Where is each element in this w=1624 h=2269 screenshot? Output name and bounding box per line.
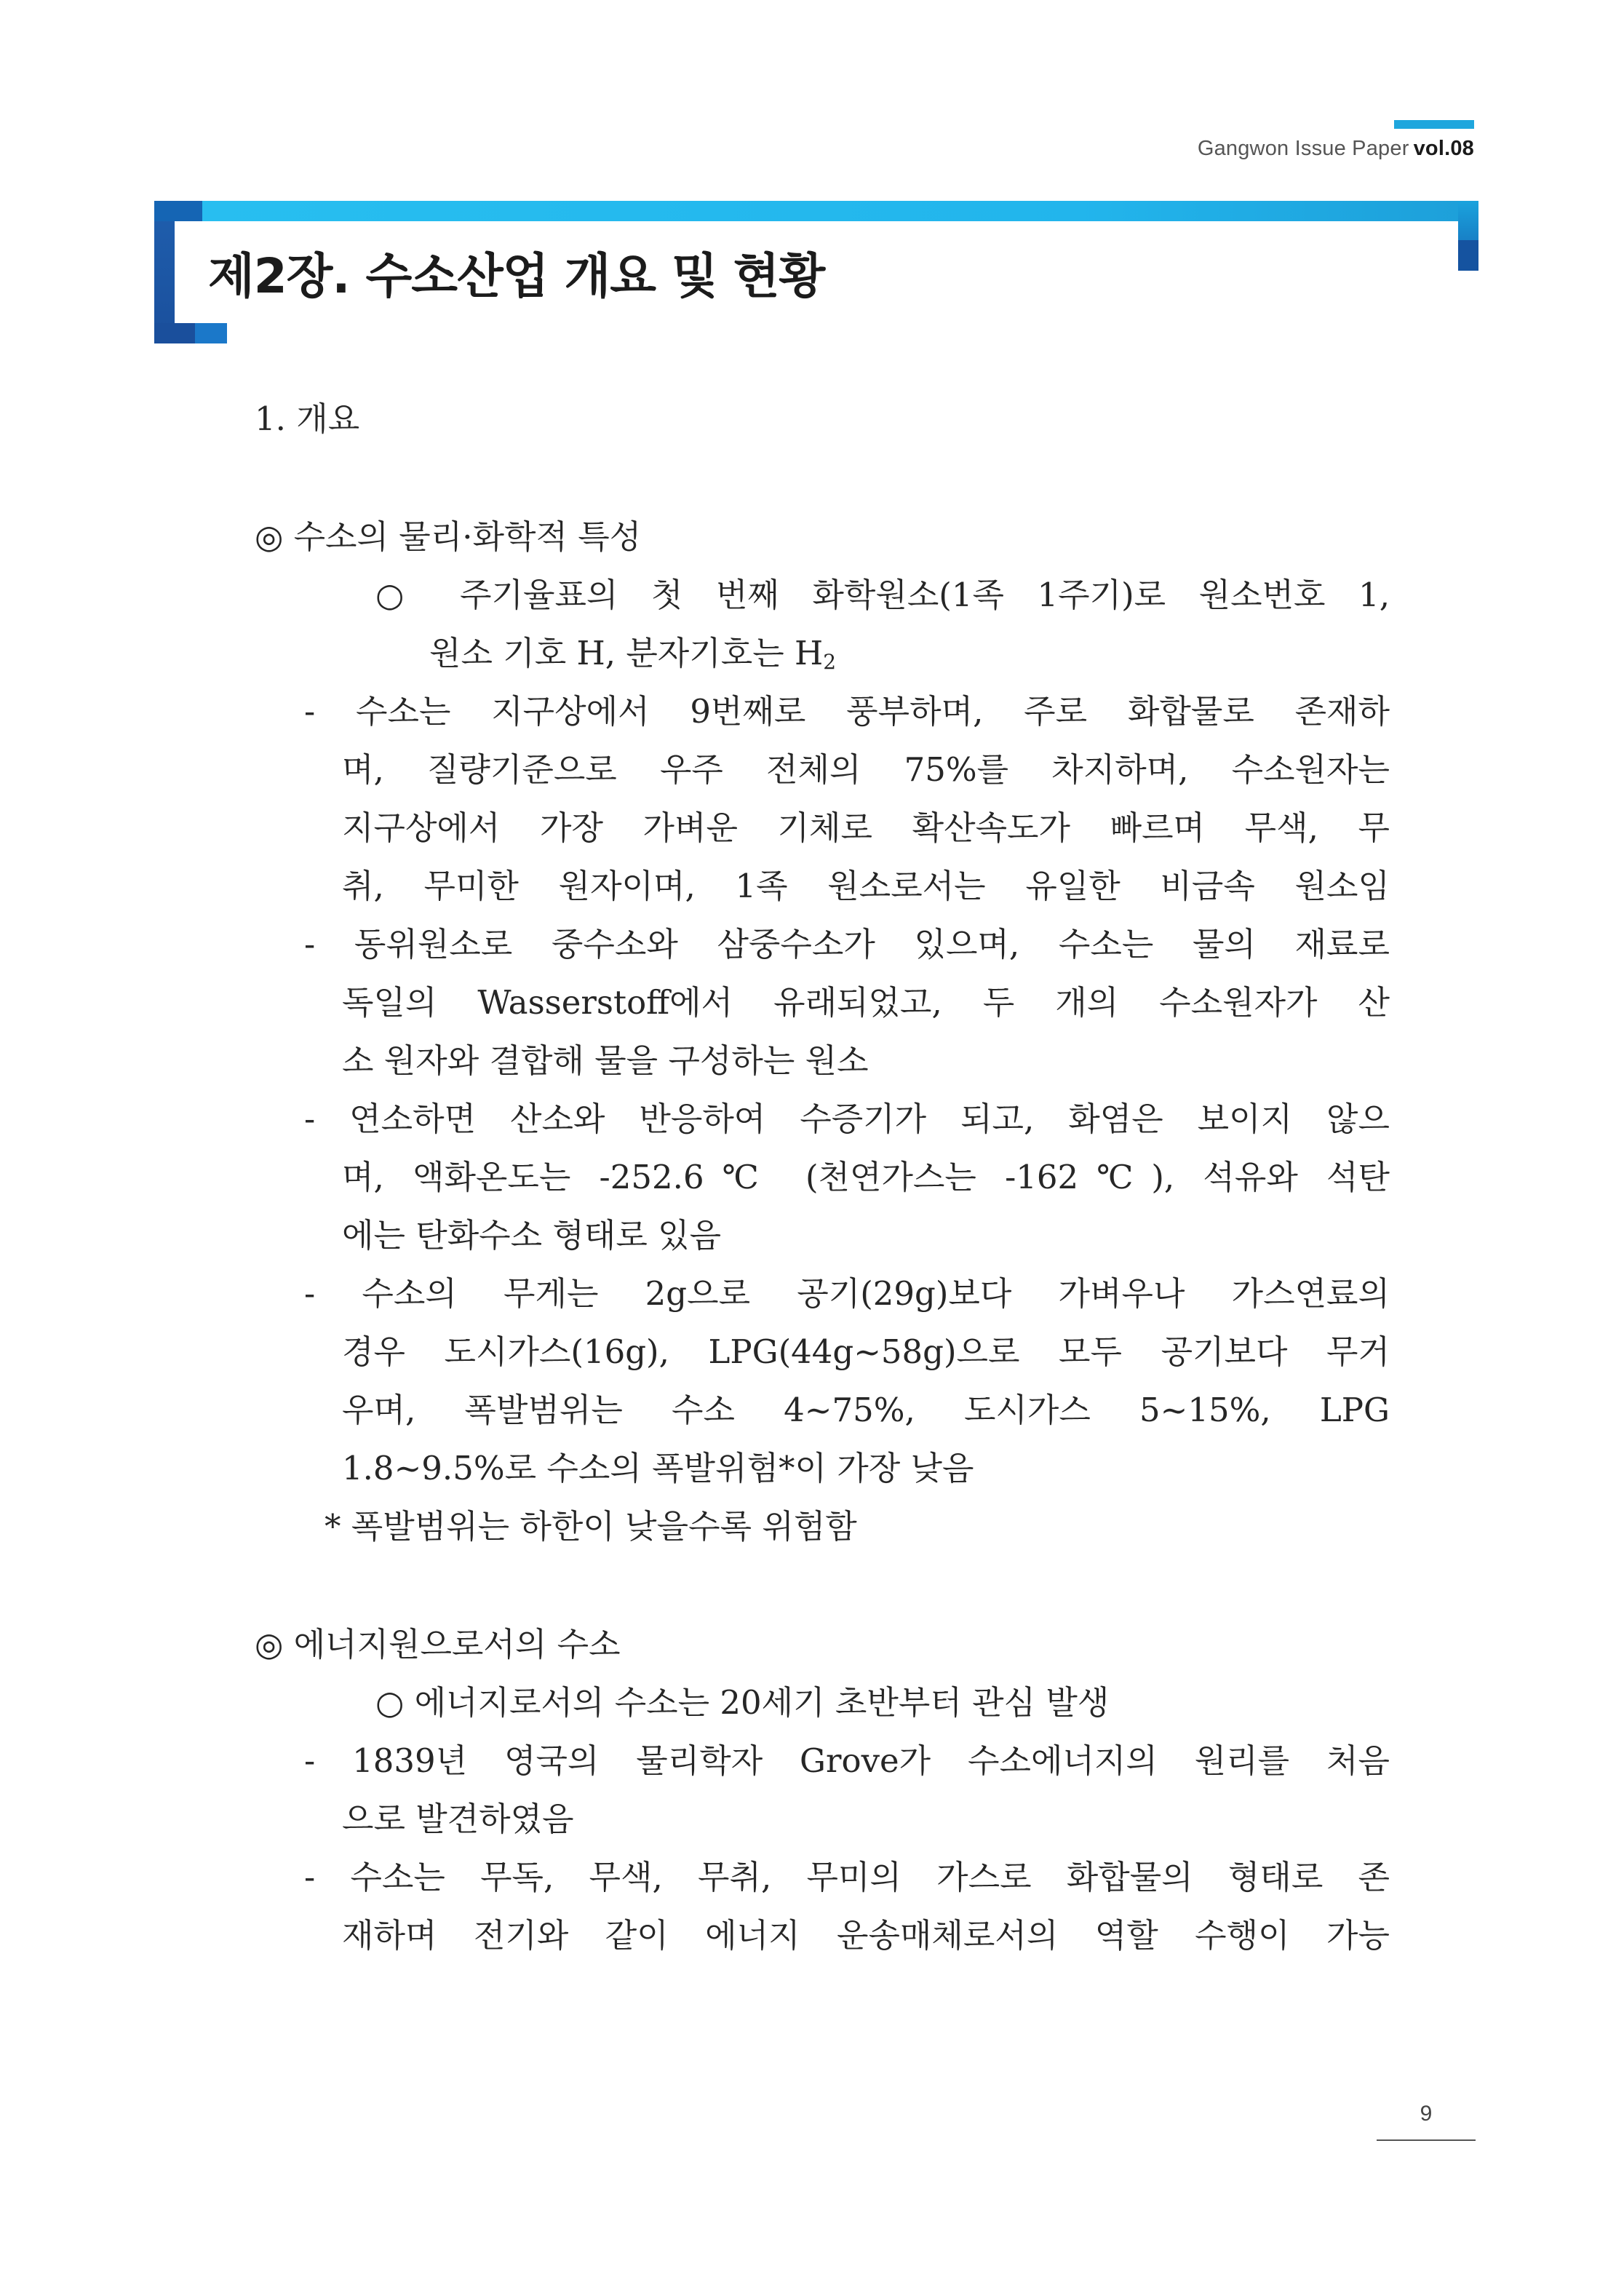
energy-point-1: ○ 에너지로서의 수소는 20세기 초반부터 관심 발생: [375, 1683, 1110, 1722]
subscript-2: 2: [823, 650, 837, 674]
heading-properties: ◎ 수소의 물리·화학적 특성: [255, 517, 642, 556]
footnote: * 폭발범위는 하한이 낮을수록 위험함: [325, 1507, 857, 1546]
chapter-frame-corner-bottom: [154, 323, 195, 343]
publication-title: Gangwon Issue Paper: [1197, 137, 1409, 160]
bullet-3-line-3: 에는 탄화수소 형태로 있음: [342, 1216, 722, 1255]
bullet-4-line-2: 경우 도시가스(16g), LPG(44g~58g)으로 모두 공기보다 무거: [342, 1332, 1390, 1371]
header-accent-bar: [1394, 120, 1474, 129]
bullet-4-line-1: - 수소의 무게는 2g으로 공기(29g)보다 가벼우나 가스연료의: [304, 1274, 1390, 1313]
chapter-frame-left: [154, 201, 175, 343]
bullet-6-line-1: - 수소는 무독, 무색, 무취, 무미의 가스로 화합물의 형태로 존: [304, 1858, 1390, 1896]
bullet-1-line-2: 며, 질량기준으로 우주 전체의 75%를 차지하며, 수소원자는: [342, 750, 1390, 789]
chapter-frame-corner-top: [154, 201, 202, 221]
bullet-4-line-4: 1.8~9.5%로 수소의 폭발위험*이 가장 낮음: [342, 1449, 974, 1487]
bullet-6-line-2: 재하며 전기와 같이 에너지 운송매체로서의 역할 수행이 가능: [342, 1916, 1390, 1955]
page-number: 9: [1420, 2102, 1433, 2126]
chapter-title: 제2장. 수소산업 개요 및 현황: [208, 248, 825, 304]
chapter-frame-top: [154, 201, 1478, 221]
bullet-5-line-1: - 1839년 영국의 물리학자 Grove가 수소에너지의 원리를 처음: [304, 1741, 1390, 1780]
bullet-2-line-1: - 동위원소로 중수소와 삼중수소가 있으며, 수소는 물의 재료로: [304, 925, 1390, 963]
bullet-1-line-3: 지구상에서 가장 가벼운 기체로 확산속도가 빠르며 무색, 무: [342, 808, 1390, 847]
page-number-rule: [1377, 2139, 1476, 2141]
bullet-4-line-3: 우며, 폭발범위는 수소 4~75%, 도시가스 5~15%, LPG: [342, 1391, 1390, 1429]
volume-label: vol.08: [1413, 137, 1474, 160]
bullet-5-line-2: 으로 발견하였음: [342, 1800, 574, 1838]
properties-point-1: ○ 주기율표의 첫 번째 화학원소(1족 1주기)로 원소번호 1,: [375, 576, 1390, 614]
bullet-3-line-2: 며, 액화온도는 -252.6℃ (천연가스는 -162℃), 석유와 석탄: [342, 1158, 1390, 1196]
properties-point-1-cont: 원소 기호 H, 분자기호는 $H_2$: [429, 634, 837, 674]
bullet-1-line-1: - 수소는 지구상에서 9번째로 풍부하며, 주로 화합물로 존재하: [304, 692, 1390, 731]
bullet-1-line-4: 취, 무미한 원자이며, 1족 원소로서는 유일한 비금속 원소임: [342, 867, 1390, 905]
heading-energy-source: ◎ 에너지원으로서의 수소: [255, 1625, 621, 1664]
bullet-2-line-2: 독일의 Wasserstoff에서 유래되었고, 두 개의 수소원자가 산: [342, 983, 1390, 1022]
bullet-2-line-3: 소 원자와 결합해 물을 구성하는 원소: [342, 1041, 869, 1080]
section-heading: 1. 개요: [255, 400, 360, 438]
publication-name: [1198, 137, 1474, 161]
bullet-3-line-1: - 연소하면 산소와 반응하여 수증기가 되고, 화염은 보이지 않으: [304, 1100, 1390, 1138]
chapter-frame-right-dark: [1458, 240, 1478, 271]
